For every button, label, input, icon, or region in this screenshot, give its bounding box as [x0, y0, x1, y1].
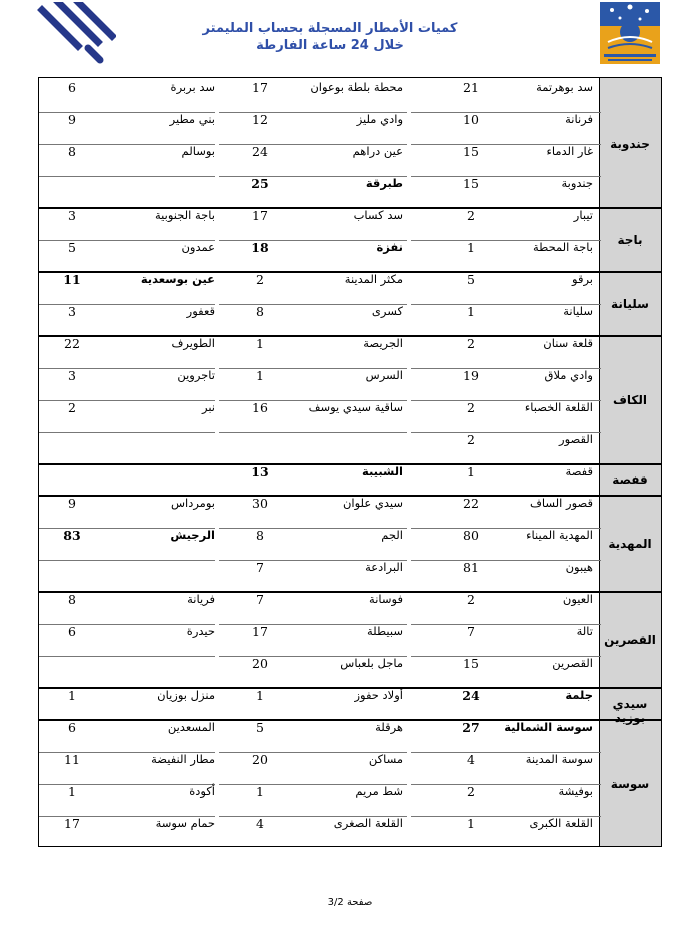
station-name: قصور الساف: [529, 495, 593, 510]
station-name: الشبيبة: [361, 463, 403, 478]
station-name: شط مريم: [355, 783, 403, 798]
rainfall-value: 15: [463, 143, 479, 159]
rainfall-value: 17: [252, 623, 268, 639]
rainfall-value: 17: [252, 79, 268, 95]
station-name: باجة المحطة: [532, 239, 593, 254]
station-name: برقو: [572, 271, 593, 286]
rainfall-value: 5: [68, 239, 76, 255]
station-name: وادي ملاق: [544, 367, 593, 382]
page-number: صفحة 3/2: [327, 897, 373, 908]
station-name: مكثر المدينة: [344, 271, 403, 286]
row-separator: [39, 432, 215, 433]
rainfall-value: 15: [463, 175, 479, 191]
rainfall-value: 6: [68, 623, 76, 639]
rainfall-value: 4: [467, 751, 475, 767]
rainfall-value: 1: [467, 239, 475, 255]
station-name: القلعة الخصباء: [524, 399, 593, 414]
rainfall-value: 7: [256, 559, 264, 575]
station-name: المسعدين: [167, 719, 215, 734]
rainfall-value: 24: [252, 143, 268, 159]
station-name: عين دراهم: [352, 143, 403, 158]
station-name: بوسالم: [181, 143, 215, 158]
region-label: قفصة: [612, 472, 648, 487]
station-name: البرادعة: [365, 559, 403, 574]
rainfall-value: 1: [256, 783, 264, 799]
rainfall-value: 2: [467, 431, 475, 447]
station-name: الجم: [381, 527, 403, 542]
station-name: سد بوهرتمة: [536, 79, 593, 94]
rainfall-value: 1: [256, 335, 264, 351]
diagonal-stripes-logo: [36, 2, 116, 64]
station-name: قعفور: [186, 303, 215, 318]
rainfall-value: 20: [252, 655, 268, 671]
rainfall-value: 3: [68, 367, 76, 383]
rainfall-value: 1: [467, 815, 475, 831]
rainfall-value: 6: [68, 79, 76, 95]
region-label: باجة: [617, 232, 643, 247]
rainfall-value: 81: [463, 559, 479, 575]
station-name: العيون: [562, 591, 593, 606]
rainfall-value: 4: [256, 815, 264, 831]
station-name: أكودة: [189, 783, 215, 798]
rainfall-value: 11: [63, 271, 81, 287]
region-label: المهدية: [608, 536, 652, 551]
region-label: سيدي بوزيد: [612, 696, 648, 725]
rainfall-value: 3: [68, 207, 76, 223]
station-name: حمام سوسة: [155, 815, 215, 830]
meteorology-institute-logo: [600, 2, 660, 64]
station-name: سليانة: [563, 303, 593, 318]
station-name: فوسانة: [369, 591, 403, 606]
station-name: حيدرة: [186, 623, 215, 638]
station-name: قفصة: [565, 463, 593, 478]
rainfall-value: 6: [68, 719, 76, 735]
row-separator: [39, 656, 215, 657]
rainfall-value: 13: [251, 463, 269, 479]
rainfall-value: 30: [252, 495, 268, 511]
rainfall-value: 2: [68, 399, 76, 415]
station-name: تالة: [576, 623, 593, 638]
rainfall-value: 18: [251, 239, 269, 255]
station-name: سد كساب: [353, 207, 403, 222]
station-name: باجة الجنوبية: [154, 207, 215, 222]
station-name: القلعة الصغرى: [333, 815, 403, 830]
station-name: وادي مليز: [356, 111, 403, 126]
rainfall-value: 12: [252, 111, 268, 127]
rainfall-value: 27: [462, 719, 480, 735]
rainfall-value: 1: [256, 687, 264, 703]
rainfall-value: 3: [68, 303, 76, 319]
station-name: الطويرف: [171, 335, 215, 350]
rainfall-value: 8: [68, 143, 76, 159]
station-name: الرجيش: [170, 527, 215, 542]
station-name: عين بوسعدية: [140, 271, 215, 286]
region-label: سوسة: [610, 776, 650, 791]
station-name: عمدون: [181, 239, 215, 254]
station-name: القصرين: [552, 655, 593, 670]
station-name: سبيطلة: [367, 623, 403, 638]
station-name: غار الدماء: [546, 143, 593, 158]
rainfall-value: 1: [256, 367, 264, 383]
station-name: مطار النفيضة: [151, 751, 215, 766]
rainfall-value: 2: [256, 271, 264, 287]
station-name: هرقلة: [375, 719, 403, 734]
report-subtitle: خلال 24 ساعة الفارطة: [256, 38, 404, 53]
station-name: فرنانة: [565, 111, 593, 126]
rainfall-value: 2: [467, 335, 475, 351]
station-name: القلعة الكبرى: [529, 815, 593, 830]
station-name: تيبار: [573, 207, 593, 222]
station-name: السرس: [365, 367, 403, 382]
station-name: مساكن: [368, 751, 403, 766]
rainfall-value: 17: [64, 815, 80, 831]
rainfall-value: 22: [463, 495, 479, 511]
station-name: بني مطير: [169, 111, 215, 126]
rainfall-table: [38, 77, 662, 847]
rainfall-value: 1: [68, 783, 76, 799]
rainfall-value: 9: [68, 495, 76, 511]
rainfall-value: 5: [467, 271, 475, 287]
station-name: بومرداس: [170, 495, 215, 510]
report-title: كميات الأمطار المسجلة بحساب المليمتر: [202, 21, 458, 36]
station-name: سيدي علوان: [342, 495, 403, 510]
region-label: جندوبة: [610, 136, 650, 151]
station-name: قلعة سنان: [543, 335, 593, 350]
station-name: هيبون: [565, 559, 593, 574]
rainfall-value: 25: [251, 175, 269, 191]
station-name: جندوبة: [561, 175, 593, 190]
station-name: منزل بوزيان: [157, 687, 215, 702]
station-name: الجريصة: [363, 335, 403, 350]
station-name: سوسة المدينة: [525, 751, 593, 766]
rainfall-value: 1: [68, 687, 76, 703]
station-name: محطة بلطة بوعوان: [310, 79, 403, 94]
rainfall-value: 7: [256, 591, 264, 607]
rainfall-value: 8: [256, 303, 264, 319]
rainfall-value: 2: [467, 591, 475, 607]
station-name: بوفيشة: [558, 783, 593, 798]
station-name: نفزة: [376, 239, 403, 254]
rainfall-value: 17: [252, 207, 268, 223]
station-name: ساقية سيدي يوسف: [308, 399, 403, 414]
station-name: جلمة: [565, 687, 593, 702]
rainfall-value: 8: [256, 527, 264, 543]
rainfall-value: 80: [463, 527, 479, 543]
rainfall-value: 10: [463, 111, 479, 127]
station-name: سوسة الشمالية: [504, 719, 593, 734]
rainfall-value: 1: [467, 303, 475, 319]
row-separator: [219, 432, 407, 433]
rainfall-value: 9: [68, 111, 76, 127]
row-separator: [39, 176, 215, 177]
rainfall-value: 16: [252, 399, 268, 415]
rainfall-value: 24: [462, 687, 480, 703]
station-name: فريانة: [187, 591, 215, 606]
rainfall-value: 15: [463, 655, 479, 671]
rainfall-value: 83: [63, 527, 81, 543]
station-name: نبر: [201, 399, 215, 414]
rainfall-value: 21: [463, 79, 479, 95]
region-label: القصرين: [604, 632, 656, 647]
region-label: الكاف: [612, 392, 648, 407]
rainfall-value: 5: [256, 719, 264, 735]
rainfall-value: 11: [64, 751, 80, 767]
rainfall-value: 7: [467, 623, 475, 639]
station-name: المهدية الميناء: [526, 527, 593, 542]
rainfall-value: 2: [467, 783, 475, 799]
row-separator: [39, 560, 215, 561]
station-name: كسرى: [371, 303, 403, 318]
rainfall-value: 2: [467, 207, 475, 223]
rainfall-value: 22: [64, 335, 80, 351]
station-name: القصور: [559, 431, 593, 446]
rainfall-value: 2: [467, 399, 475, 415]
rainfall-value: 20: [252, 751, 268, 767]
station-name: ماجل بلعباس: [340, 655, 403, 670]
station-name: أولاد حفوز: [354, 687, 403, 702]
rainfall-value: 1: [467, 463, 475, 479]
station-name: طبرقة: [365, 175, 403, 190]
rainfall-value: 8: [68, 591, 76, 607]
region-column: [599, 78, 661, 846]
region-label: سليانة: [611, 296, 649, 311]
station-name: تاجروين: [177, 367, 215, 382]
rainfall-value: 19: [463, 367, 479, 383]
station-name: سد بربرة: [170, 79, 215, 94]
